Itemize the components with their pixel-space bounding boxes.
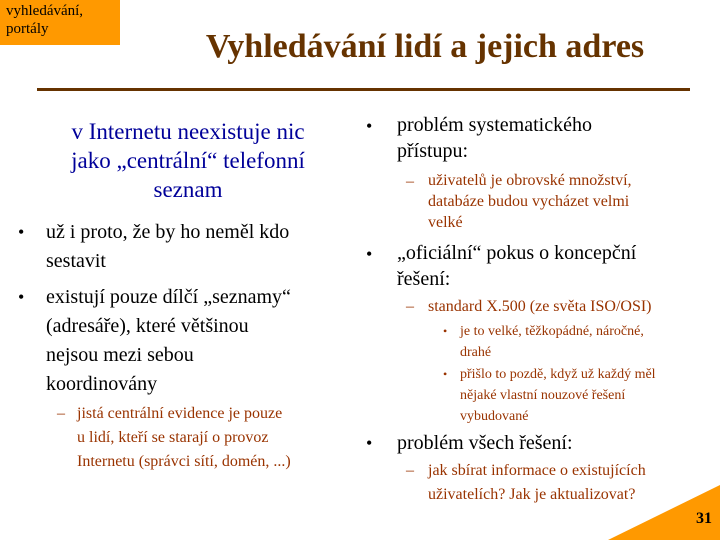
dash-icon: – <box>406 462 414 479</box>
sub-bullet-line: u lidí, kteří se starají o provoz <box>77 429 269 446</box>
section-tag-line2: portály <box>6 21 49 37</box>
intro-line: jako „centrální“ telefonní <box>71 148 305 173</box>
bullet-dot-icon: • <box>18 222 25 242</box>
sub-bullet-line: databáze budou vycházet velmi <box>428 193 630 210</box>
sub-bullet-line: uživatelů je obrovské množství, <box>428 172 632 189</box>
section-tag-line1: vyhledávání, <box>6 3 84 19</box>
sub-bullet-line: velké <box>428 214 463 231</box>
title-divider <box>37 88 690 91</box>
bullet-line: přístupu: <box>397 140 469 162</box>
intro-text <box>30 117 346 204</box>
bullet-line: „oficiální“ pokus o koncepční <box>397 242 637 264</box>
bullet-line: (adresáře), které většinou <box>46 315 249 337</box>
subsub-bullet-line: nějaké vlastní nouzové řešení <box>460 388 626 403</box>
subsub-bullet-line: drahé <box>460 345 492 360</box>
dash-icon: – <box>57 405 65 422</box>
bullet-line: existují pouze dílčí „seznamy“ <box>46 286 291 308</box>
bullet-line: sestavit <box>46 250 106 272</box>
bullet-dot-icon: • <box>443 367 448 381</box>
bullet-dot-icon: • <box>443 324 448 338</box>
bullet-line: koordinovány <box>46 373 158 395</box>
bullet-line: už i proto, že by ho neměl kdo <box>46 221 290 243</box>
bullet-dot-icon: • <box>18 287 25 307</box>
sub-bullet-line: jak sbírat informace o existujících <box>428 462 646 479</box>
bullet-line: problém všech řešení: <box>397 432 573 454</box>
subsub-bullet-line: přišlo to pozdě, když už každý měl <box>460 367 656 382</box>
bullet-line: řešení: <box>397 268 451 290</box>
bullet-line: problém systematického <box>397 114 592 136</box>
bullet-dot-icon: • <box>366 433 373 453</box>
sub-bullet-line: Internetu (správci sítí, domén, ...) <box>77 453 291 470</box>
sub-bullet-line: standard X.500 (ze světa ISO/OSI) <box>428 298 652 315</box>
section-tag <box>0 0 120 45</box>
sub-bullet-line: uživatelích? Jak je aktualizovat? <box>428 486 636 503</box>
sub-bullet-line: jistá centrální evidence je pouze <box>77 405 283 422</box>
bullet-dot-icon: • <box>366 116 373 136</box>
slide-title: Vyhledávání lidí a jejich adres <box>205 28 645 65</box>
bullet-line: nejsou mezi sebou <box>46 344 194 366</box>
page-number: 31 <box>696 510 712 527</box>
intro-line: v Internetu neexistuje nic <box>71 119 305 144</box>
bullet-dot-icon: • <box>366 244 373 264</box>
subsub-bullet-line: vybudované <box>460 409 529 424</box>
dash-icon: – <box>406 173 414 190</box>
dash-icon: – <box>406 298 414 315</box>
subsub-bullet-line: je to velké, těžkopádné, náročné, <box>460 324 644 339</box>
intro-line: seznam <box>153 177 223 202</box>
